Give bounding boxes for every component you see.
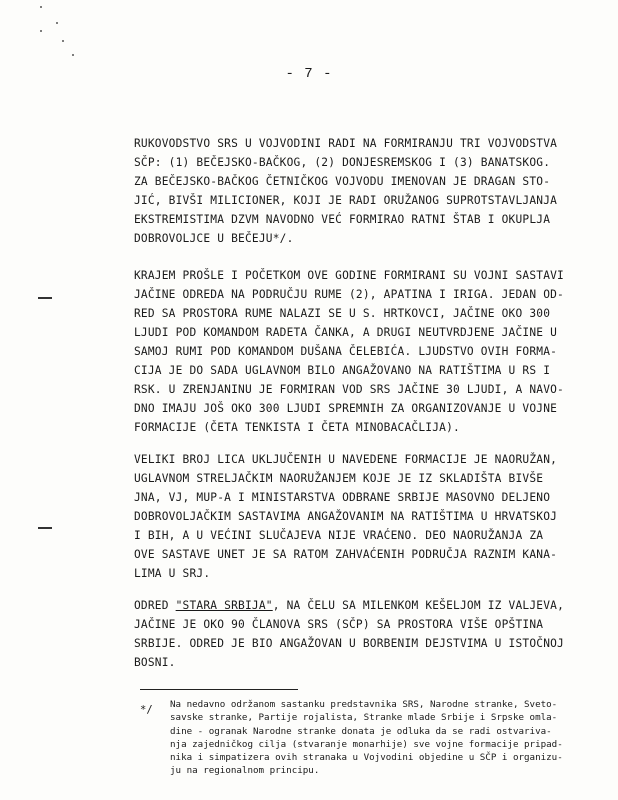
text-fragment: ODRED [134, 599, 176, 612]
margin-mark [38, 527, 52, 529]
text-line: DNO IMAJU JOŠ OKO 300 LJUDI SPREMNIH ZA ORGANIZOVANJE U VOJNE [134, 402, 558, 415]
text-line: FORMACIJE (ČETA TENKISTA I ČETA MINOBACAČLIJA). [134, 421, 460, 434]
footnote-line: Na nedavno održanom sastanku predstavnika SRS, Narodne stranke, Sveto- [170, 699, 558, 710]
footnote-line: dine - ogranak Narodne stranke donata je odluka da se radi ostvariva- [170, 725, 552, 737]
text-fragment: , NA ČELU SA MILENKOM KEŠELJOM IZ VALJEVA, [272, 599, 565, 612]
text-line: LIMA U SRJ. [134, 567, 211, 580]
text-line: JAČINE ODREDA NA PODRUČJU RUME (2), APATINA I IRIGA. JEDAN OD- [134, 288, 564, 301]
footnote-separator [140, 689, 298, 690]
text-line: SČP: (1) BEČEJSKO-BAČKOG, (2) DONJESREMSKOG I (3) BANATSKOG. [134, 156, 551, 169]
text-line: RED SA PROSTORA RUME NALAZI SE U S. HRTKOVCI, JAČINE OKO 300 [134, 307, 551, 320]
text-line [134, 596, 584, 615]
paragraph-4 [134, 596, 584, 672]
footnote [170, 698, 600, 778]
text-line: RUKOVODSTVO SRS U VOJVODINI RADI NA FORMIRANJU TRI VOJVODSTVA [134, 137, 558, 150]
scan-speck [40, 6, 42, 8]
text-line: I BIH, A U VEĆINI SLUČAJEVA NIJE VRAĆENO. DEO NAORUŽANJA ZA [134, 529, 544, 542]
footnote-line: ju na regionalnom principu. [170, 765, 320, 777]
text-line: RSK. U ZRENJANINU JE FORMIRAN VOD SRS JAČINE 30 LJUDI, A NAVO- [134, 383, 564, 396]
text-line: EKSTREMISTIMA DZVM NAVODNO VEĆ FORMIRAO RATNI ŠTAB I OKUPLJA [134, 213, 551, 226]
text-line: OVE SASTAVE UNET JE SA RATOM ZAHVAĆENIH PODRUČJA RAZNIM KANA- [134, 548, 558, 561]
text-line: BOSNI. [134, 656, 176, 669]
footnote-line: savske stranke, Partije rojalista, Stranke mlade Srbije i Srpske omla- [170, 712, 558, 724]
text-line: SAMOJ RUMI POD KOMANDOM DUŠANA ČELEBIĆA. LJUDSTVO OVIH FORMA- [134, 345, 558, 358]
scan-speck [62, 40, 64, 42]
scan-speck [72, 54, 74, 56]
paragraph-1 [134, 134, 584, 248]
text-line: KRAJEM PROŠLE I POČETKOM OVE GODINE FORMIRANI SU VOJNI SASTAVI [134, 269, 564, 282]
text-line: VELIKI BROJ LICA UKLJUČENIH U NAVEDENE FORMACIJE JE NAORUŽAN, [134, 453, 558, 466]
page-number: - 7 - [285, 66, 333, 82]
margin-mark [38, 297, 52, 299]
text-line: JNA, VJ, MUP-A I MINISTARSTVA ODBRANE SRBIJE MASOVNO DELJENO [134, 491, 551, 504]
scan-speck [56, 22, 58, 24]
paragraph-2 [134, 266, 584, 437]
text-line: DOBROVOLJAČKIM SASTAVIMA ANGAŽOVANIM NA RATIŠTIMA U HRVATSKOJ [134, 510, 558, 523]
text-line: CIJA JE DO SADA UGLAVNOM BILO ANGAŽOVANO NA RATIŠTIMA U RS I [134, 364, 551, 377]
scan-speck [40, 30, 42, 32]
footnote-mark: */ [140, 704, 153, 716]
text-line: ZA BEČEJSKO-BAČKOG ČETNIČKOG VOJVODU IMENOVAN JE DRAGAN STO- [134, 175, 551, 188]
text-line: SRBIJE. ODRED JE BIO ANGAŽOVAN U BORBENIM DEJSTVIMA U ISTOČNOJ [134, 637, 564, 650]
text-line: DOBROVOLJCE U BEČEJU*/. [134, 232, 294, 245]
text-line: UGLAVNOM STRELJAČKIM NAORUŽANJEM KOJE JE IZ SKLADIŠTA BIVŠE [134, 472, 544, 485]
footnote-line: nika i simpatizera ovih stranaka u Vojvodini objedine u SČP i organizu- [170, 752, 563, 764]
unit-name-underlined: "STARA SRBIJA" [175, 599, 273, 612]
text-line: LJUDI POD KOMANDOM RADETA ČANKA, A DRUGI NEUTVRDJENE JAČINE U [134, 326, 558, 339]
text-line: JAČINE JE OKO 90 ČLANOVA SRS (SČP) SA PROSTORA VIŠE OPŠTINA [134, 618, 544, 631]
text-line: JIĆ, BIVŠI MILICIONER, KOJI JE RADI ORUŽANOG SUPROTSTAVLJANJA [134, 194, 558, 207]
paragraph-3 [134, 450, 584, 583]
footnote-line: nja zajedničkog cilja (stvaranje monarhije) sve vojne formacije pripad- [170, 738, 563, 750]
